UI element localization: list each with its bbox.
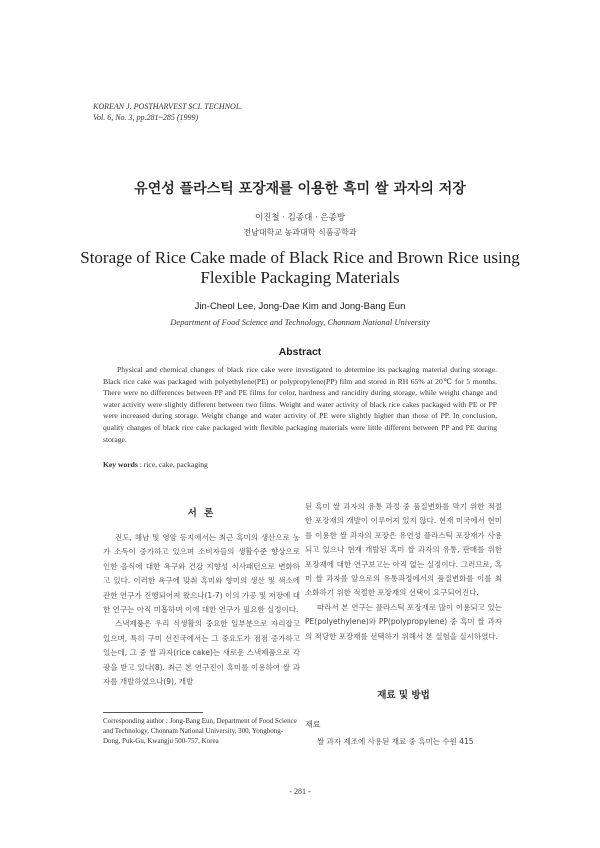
journal-name: KOREAN J. POSTHARVEST SCI. TECHNOL.	[93, 102, 243, 111]
introduction-heading: 서 론	[187, 508, 216, 519]
journal-volume: Vol. 6, No. 3, pp.281~285 (1999)	[93, 113, 199, 122]
corresponding-author-footnote: Corresponding author : Jong-Bang Eun, Department of Food Science and Technology, Chonnam National University, 300, Yongbong-Dong, Puk-Gu, Kwangju 500-757, Korea	[103, 717, 297, 745]
english-title-line2: Flexible Packaging Materials	[200, 268, 400, 287]
english-title-line1: Storage of Rice Cake made of Black Rice and Brown Rice using	[80, 248, 520, 267]
intro-paragraph-2: 스낵제품은 우리 식생활의 중요한 일부분으로 자리잡고 있으며, 특히 구미 선진국에서는 그 중요도가 점점 증가하고 있는데, 그 중 쌀 과자(rice cake)는 새로운 스낵제품으로 각광을 받고 있다(8). 최근 본 연구진이 흑미를 이용하여 쌀 과자를 개발하였으나(9), 개발	[103, 619, 300, 687]
materials-subheading: 재료	[305, 720, 321, 729]
keywords	[103, 460, 208, 469]
left-column	[103, 531, 300, 689]
intro-paragraph-1: 진도, 해남 및 영암 등지에서는 최근 흑미의 생산으로 농가 소득이 증가하고 있으며 소비자들의 생활수준 향상으로 인한 음식에 대한 욕구와 건강 지향성 식사패턴으로 변화하고 있다. 이러한 욕구에 맞춰 흑미와 향미의 생산 및 색소에 관한 연구가 진행되어져 왔으나(1-7) 이의 가공 및 저장에 대한 연구는 아직 미흡하며 이에 대한 연구가 필요한 실정이다.	[103, 533, 300, 615]
english-affiliation: Department of Food Science and Technology, Chonnam National University	[170, 317, 430, 327]
keywords-label: Key words	[103, 460, 138, 469]
abstract-text: Physical and chemical changes of black rice cake were investigated to determine its packaging material during storage. Black rice cake was packaged with polyethylene(PE) or polypropylene(PP) film and stored in RH 65% at 20℃ for 5 months. There were no differences between PP and PE films for color, hardness and rancidity during storage, while weight change and water activity were slightly different between two films. Weight and water activity of black rice cakes packaged with PE or PP were increased during storage. Weight change and water activity of PE were slightly higher than those of PP. In conclusion, quality changes of black rice cake packaged with flexible packaging materials were little different between PP and PE during storage.	[103, 365, 497, 444]
english-title	[0, 248, 600, 288]
intro-paragraph-3: 따라서 본 연구는 플라스틱 포장재로 많이 이용되고 있는 PE(polyethylene)와 PP(polypropylene) 중 흑미 쌀 과자의 적당한 포장재를 선택하기 위해서 본 실험을 실시하였다.	[305, 602, 502, 641]
keywords-value: : rice, cake, packaging	[139, 460, 208, 469]
intro-paragraph-2-cont: 된 흑미 쌀 과자의 유통 과정 중 품질변화를 막기 위한 적절한 포장재의 개발이 이루어져 있지 않다. 현재 미국에서 현미를 이용한 쌀 과자의 포장은 유연성 플라스틱 포장재가 사용되고 있으나 현재 개발된 흑미 쌀 과자의 유통, 판매를 위한 포장재에 대한 연구보고는 아직 없는 실정이다. 그러므로, 흑미 쌀 과자를 앞으로의 유통과정에서의 품질변화를 이를 최소화하기 위한 적절한 포장재의 선택이 요구되어진다.	[305, 502, 502, 598]
materials-text: 쌀 과자 제조에 사용된 재료 중 흑미는 수원 415	[317, 737, 474, 746]
abstract-heading: Abstract	[278, 346, 322, 358]
korean-authors: 이진철 · 김종대 · 은종방	[254, 213, 346, 223]
english-authors: Jin-Cheol Lee, Jong-Dae Kim and Jong-Bang Eun	[194, 301, 406, 312]
korean-affiliation: 전남대학교 농과대학 식품공학과	[243, 228, 357, 237]
journal-header	[93, 101, 242, 123]
materials-methods-heading: 재료 및 방법	[377, 690, 430, 701]
page-number: - 281 -	[289, 787, 311, 796]
right-column	[305, 500, 502, 644]
footnote-divider	[103, 712, 203, 713]
korean-title: 유연성 플라스틱 포장재를 이용한 흑미 쌀 과자의 저장	[134, 181, 466, 197]
